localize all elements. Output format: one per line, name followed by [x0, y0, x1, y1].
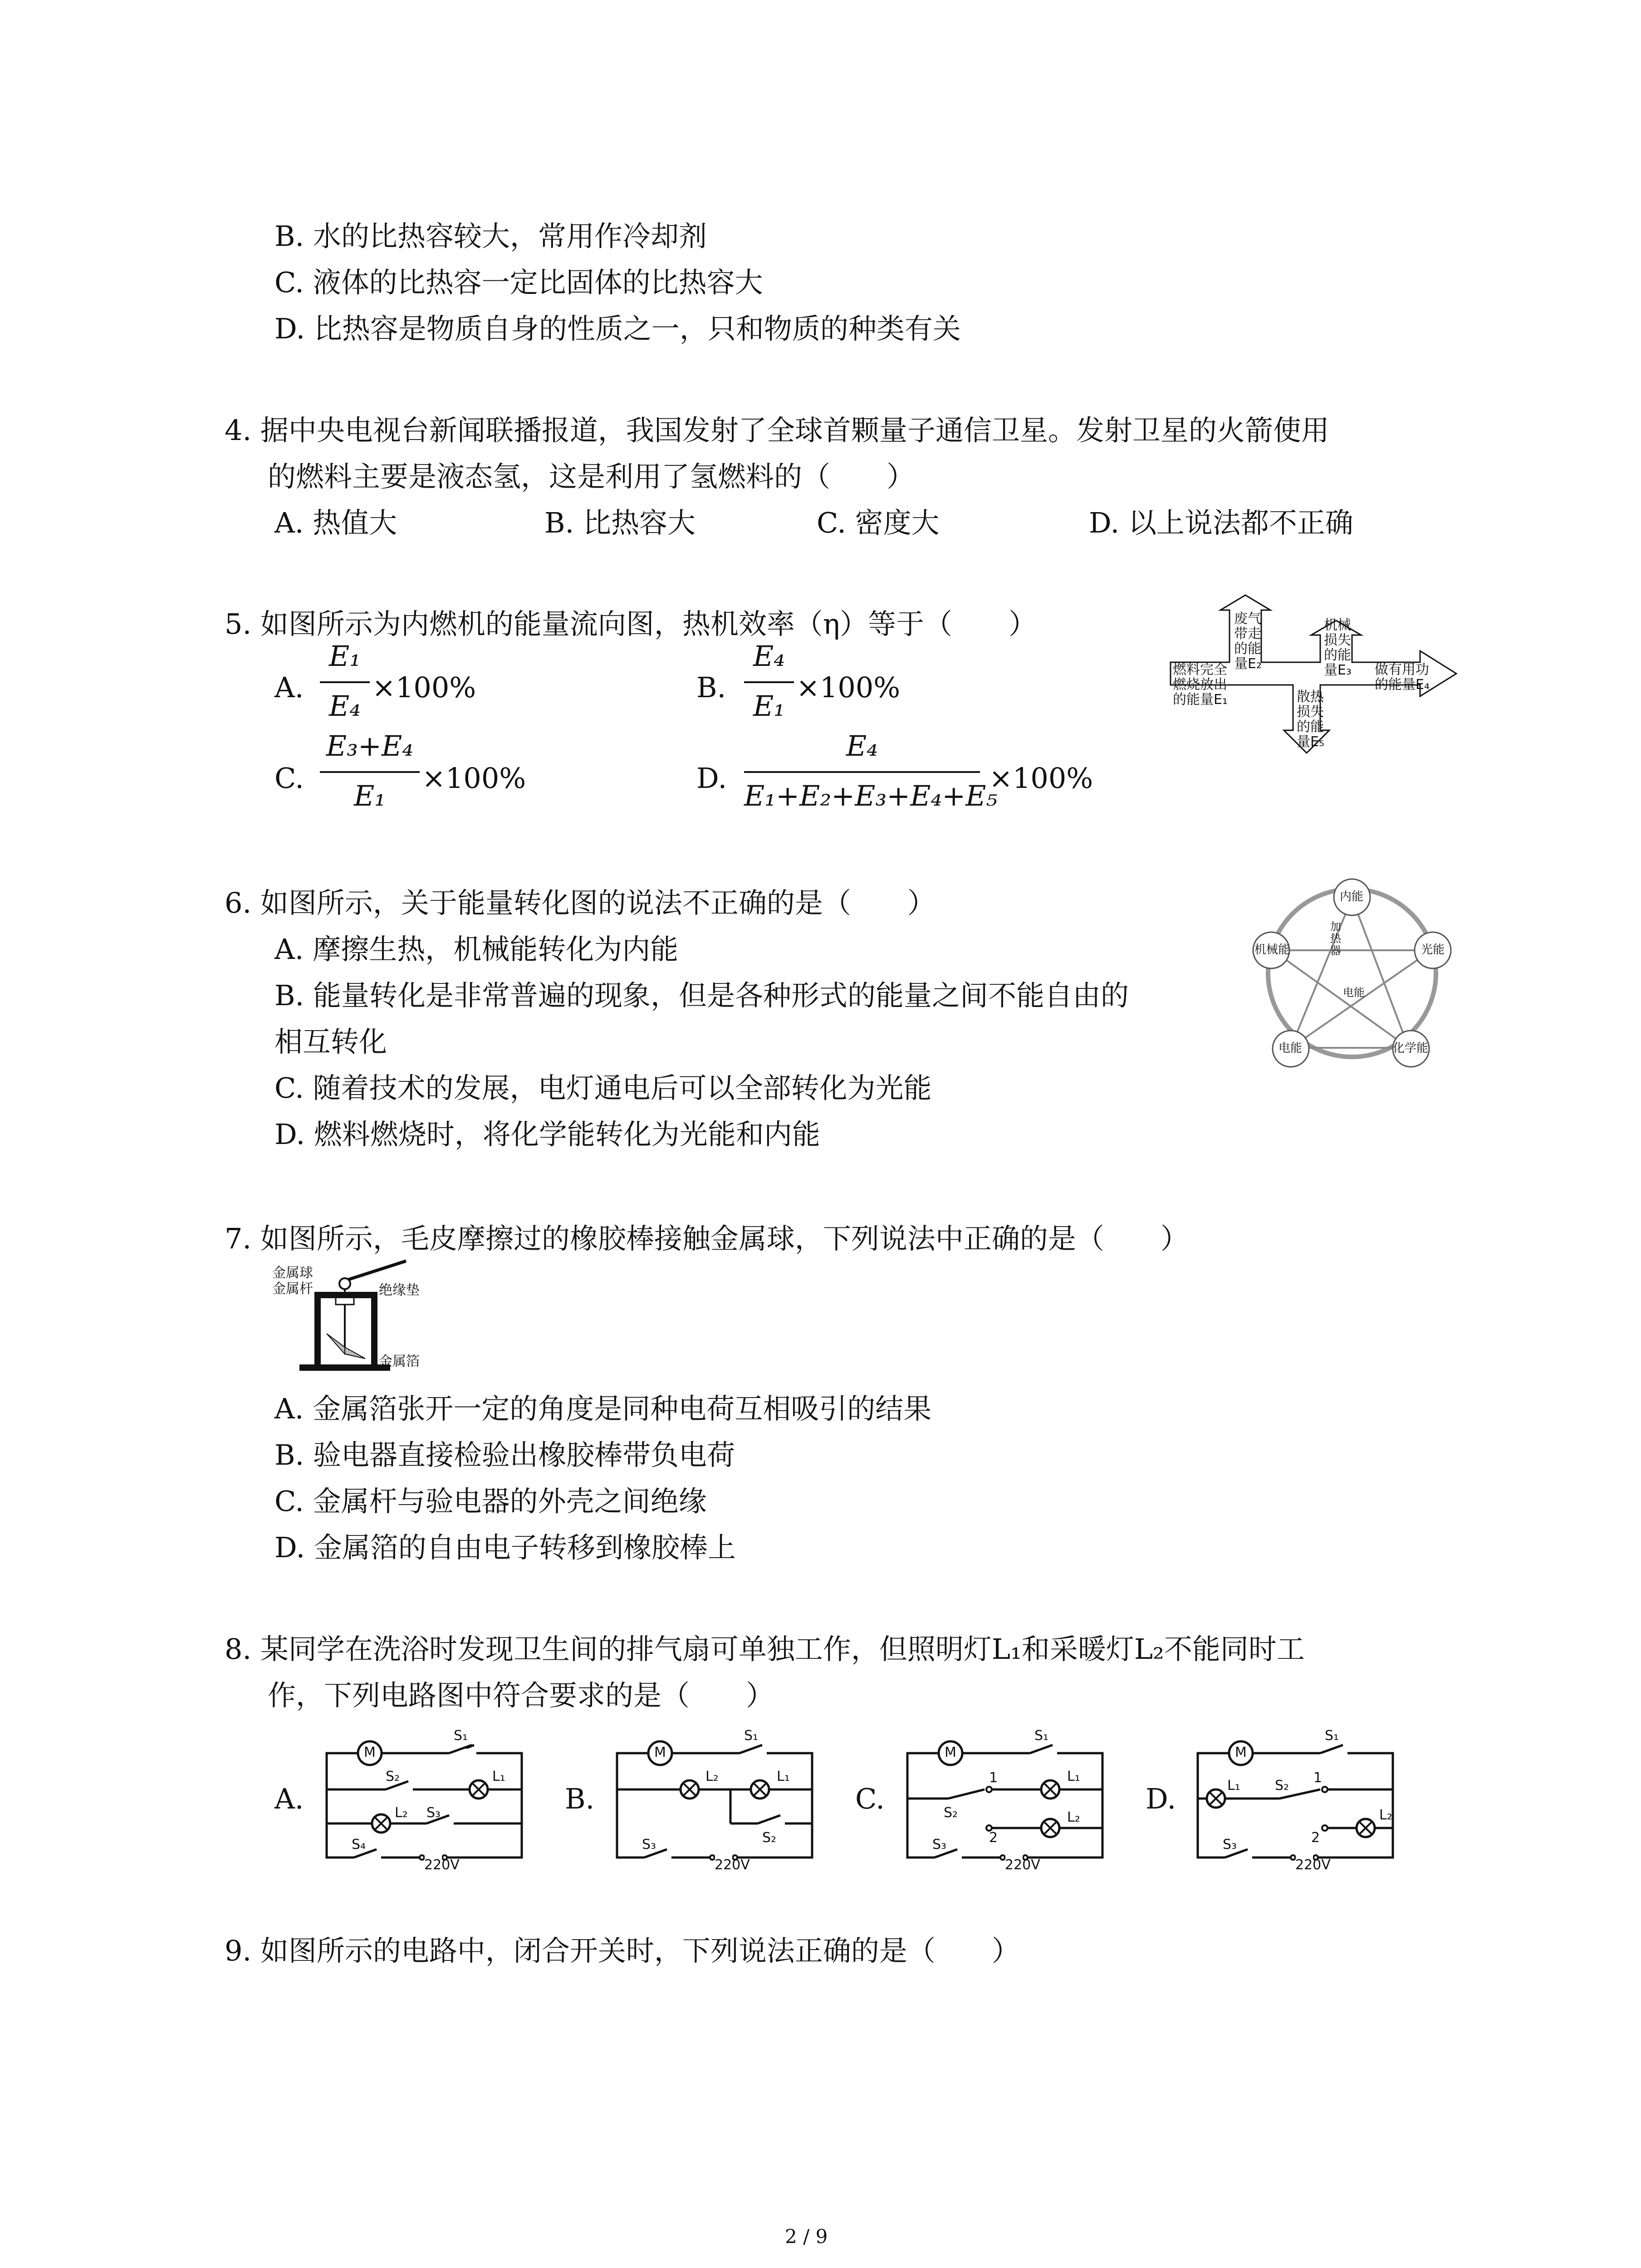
electroscope-figure — [272, 1256, 463, 1374]
fig-exhaust-label: 废气 带走 的能 量E₂ — [1234, 611, 1262, 672]
q3-option-b: B. 水的比热容较大，常用作冷却剂 — [274, 220, 707, 253]
node-light-energy: 光能 — [1421, 943, 1445, 957]
q5-stem: 5. 如图所示为内燃机的能量流向图，热机效率（η）等于（ ） — [225, 607, 1037, 640]
q6-option-a: A. 摩擦生热，机械能转化为内能 — [274, 933, 679, 966]
q8-stem-line1: 8. 某同学在洗浴时发现卫生间的排气扇可单独工作，但照明灯L₁和采暖灯L₂不能同时工 — [225, 1633, 1305, 1666]
fig-mech-loss-label: 机械 损失 的能 量E₃ — [1324, 617, 1352, 678]
lamp-l2-label: L₂ — [1379, 1807, 1392, 1823]
q5-c-tail: ×100% — [422, 762, 526, 795]
q5-d-numerator: E₄ — [846, 729, 878, 763]
q5-a-denominator: E₄ — [328, 689, 361, 723]
voltage-label: 220V — [1005, 1857, 1040, 1873]
q7-option-a: A. 金属箔张开一定的角度是同种电荷互相吸引的结果 — [274, 1392, 932, 1425]
q5-d-denominator: E₁+E₂+E₃+E₄+E₅ — [744, 779, 998, 812]
label-heater: 加 热 器 — [1330, 920, 1341, 957]
q8-stem-line2: 作，下列电路图中符合要求的是（ ） — [268, 1679, 774, 1712]
fig-start-label: 燃料完全 燃烧放出 的能量E₁ — [1173, 662, 1228, 708]
energy-conversion-figure — [1252, 875, 1452, 1070]
voltage-label: 220V — [424, 1857, 460, 1873]
q7-option-b: B. 验电器直接检验出橡胶棒带负电荷 — [274, 1438, 735, 1471]
lamp-l2-label: L₂ — [1067, 1809, 1080, 1825]
q6-option-b-line2: 相互转化 — [274, 1025, 387, 1058]
lamp-l1-label: L₁ — [1227, 1778, 1240, 1794]
switch-s4-label: S₄ — [352, 1837, 366, 1853]
switch-s3-label: S₃ — [932, 1837, 947, 1853]
q6-option-c: C. 随着技术的发展，电灯通电后可以全部转化为光能 — [274, 1071, 932, 1105]
fraction-bar — [320, 681, 370, 683]
q5-d-label: D. — [696, 762, 727, 795]
pos-2-label: 2 — [989, 1830, 998, 1846]
q5-b-numerator: E₄ — [753, 640, 785, 673]
pos-2-label: 2 — [1311, 1830, 1320, 1846]
lamp-l2-label: L₂ — [395, 1805, 408, 1821]
q4-stem-line2: 的燃料主要是液态氢，这是利用了氢燃料的（ ） — [268, 460, 915, 493]
q8-label-c: C. — [855, 1782, 885, 1815]
q9-stem: 9. 如图所示的电路中，闭合开关时，下列说法正确的是（ ） — [225, 1934, 1020, 1967]
switch-s3-label: S₃ — [642, 1837, 656, 1853]
switch-s3-label: S₃ — [1223, 1837, 1237, 1853]
q5-d-tail: ×100% — [989, 762, 1093, 795]
fraction-bar — [744, 681, 794, 683]
switch-s2-label: S₂ — [944, 1805, 958, 1821]
motor-label: M — [364, 1745, 376, 1760]
switch-s1-label: S₁ — [1325, 1728, 1339, 1744]
switch-s2-label: S₂ — [762, 1830, 777, 1846]
q6-option-b-line1: B. 能量转化是非常普遍的现象，但是各种形式的能量之间不能自由的 — [274, 979, 1129, 1012]
q8-label-a: A. — [274, 1782, 304, 1815]
fraction-bar — [320, 771, 420, 773]
q6-option-d: D. 燃料燃烧时，将化学能转化为光能和内能 — [274, 1118, 820, 1151]
switch-s3-label: S₃ — [426, 1805, 441, 1821]
node-mechanical-energy: 机械能 — [1254, 943, 1290, 957]
q5-a-label: A. — [274, 671, 304, 704]
voltage-label: 220V — [1295, 1857, 1331, 1873]
pos-1-label: 1 — [989, 1770, 998, 1786]
node-chemical-energy: 化学能 — [1393, 1041, 1429, 1055]
q5-a-fraction — [320, 640, 370, 730]
q5-b-label: B. — [696, 671, 726, 704]
circuit-b-wires — [608, 1721, 821, 1871]
switch-s1-label: S₁ — [1034, 1728, 1049, 1744]
circuit-d — [1189, 1721, 1402, 1871]
q5-b-fraction — [744, 640, 794, 730]
q5-c-fraction — [320, 729, 420, 820]
q5-d-fraction — [744, 729, 998, 820]
q4-option-d: D. 以上说法都不正确 — [1089, 506, 1353, 539]
q5-c-label: C. — [274, 762, 304, 795]
q3-option-c: C. 液体的比热容一定比固体的比热容大 — [274, 266, 763, 299]
node-internal-energy: 内能 — [1340, 890, 1364, 904]
fraction-bar — [744, 771, 980, 773]
lamp-l1-label: L₁ — [777, 1769, 790, 1784]
lamp-l1-label: L₁ — [1067, 1769, 1080, 1784]
q4-option-c: C. 密度大 — [817, 506, 940, 539]
q8-label-b: B. — [565, 1782, 595, 1815]
energy-flow-figure — [1166, 594, 1461, 785]
lamp-l1-label: L₁ — [492, 1769, 505, 1784]
pos-1-label: 1 — [1313, 1770, 1323, 1786]
label-metal-ball: 金属球 — [272, 1265, 313, 1281]
fig-useful-label: 做有用功 的能量E₄ — [1375, 662, 1430, 693]
motor-label: M — [945, 1745, 956, 1760]
q6-stem: 6. 如图所示，关于能量转化图的说法不正确的是（ ） — [225, 886, 936, 919]
q7-option-c: C. 金属杆与验电器的外壳之间绝缘 — [274, 1485, 707, 1518]
motor-label: M — [654, 1745, 666, 1760]
q8-label-d: D. — [1146, 1782, 1176, 1815]
switch-s1-label: S₁ — [454, 1728, 468, 1744]
voltage-label: 220V — [715, 1857, 750, 1873]
q5-b-tail: ×100% — [796, 671, 901, 704]
page-number: 2 / 9 — [785, 2225, 828, 2248]
circuit-c — [898, 1721, 1112, 1871]
motor-label: M — [1235, 1745, 1247, 1760]
switch-s2-label: S₂ — [1275, 1778, 1289, 1794]
q5-c-denominator: E₁ — [353, 779, 386, 812]
switch-s1-label: S₁ — [744, 1728, 759, 1744]
circuit-d-wires — [1189, 1721, 1402, 1871]
q4-option-b: B. 比热容大 — [544, 506, 696, 539]
circuit-c-wires — [898, 1721, 1112, 1871]
circuit-b — [608, 1721, 821, 1871]
q3-option-d: D. 比热容是物质自身的性质之一，只和物质的种类有关 — [274, 312, 961, 345]
q4-option-a: A. 热值大 — [274, 506, 397, 539]
q5-b-denominator: E₁ — [753, 689, 785, 723]
q5-c-numerator: E₃+E₄ — [326, 729, 414, 763]
label-insulating-pad: 绝缘垫 — [379, 1282, 420, 1298]
q5-a-tail: ×100% — [372, 671, 476, 704]
label-metal-rod: 金属杆 — [272, 1281, 313, 1297]
label-metal-foil: 金属箔 — [379, 1354, 420, 1369]
q5-a-numerator: E₁ — [328, 640, 361, 673]
q7-option-d: D. 金属箔的自由电子转移到橡胶棒上 — [274, 1531, 736, 1564]
fig-heat-loss-label: 散热 损失 的能 量E₅ — [1297, 689, 1324, 750]
node-electric-energy: 电能 — [1279, 1041, 1303, 1055]
switch-s2-label: S₂ — [386, 1769, 400, 1784]
q4-stem-line1: 4. 据中央电视台新闻联播报道，我国发射了全球首颗量子通信卫星。发射卫星的火箭使用 — [225, 414, 1329, 447]
label-center-electric: 电能 — [1343, 986, 1365, 999]
lamp-l2-label: L₂ — [705, 1769, 719, 1784]
circuit-a-wires — [318, 1721, 531, 1871]
circuit-a — [318, 1721, 531, 1871]
q7-stem: 7. 如图所示，毛皮摩擦过的橡胶棒接触金属球，下列说法中正确的是（ ） — [225, 1222, 1189, 1255]
